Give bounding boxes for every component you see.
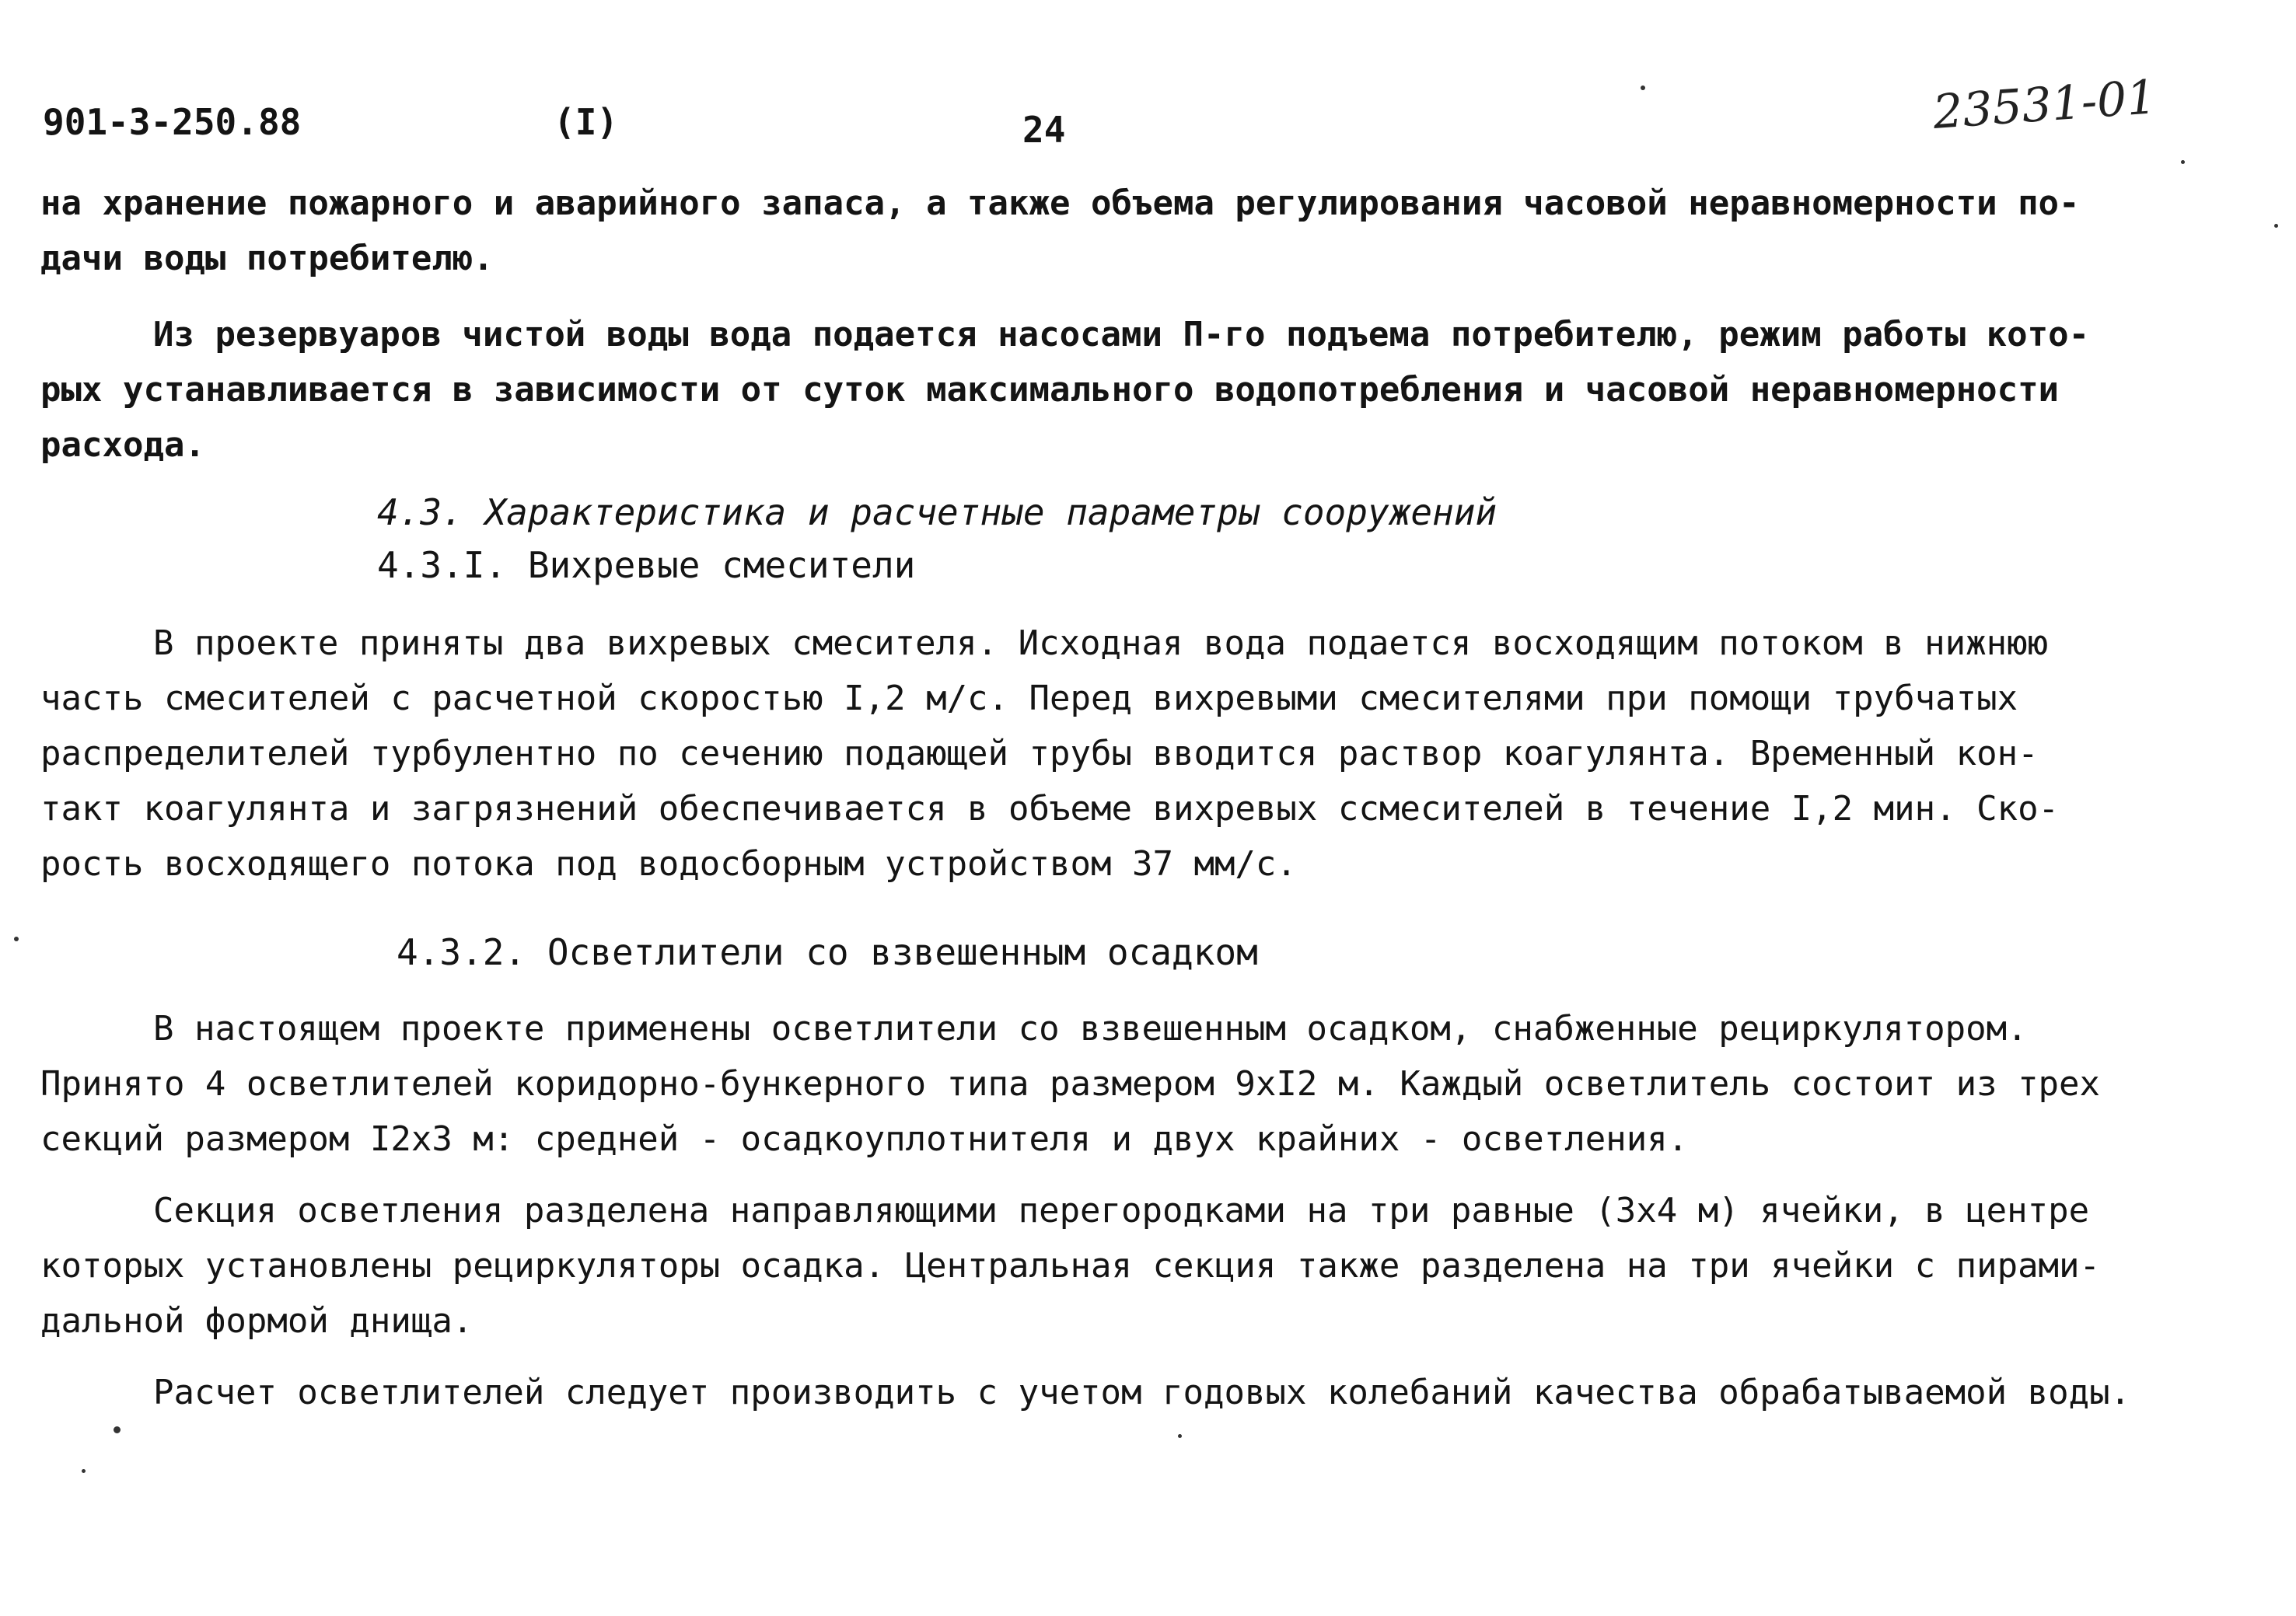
- paragraph-4: [40, 1001, 2249, 1167]
- scan-speck: [2181, 160, 2185, 164]
- text-line: которых установлены рециркуляторы осадка. Центральная секция также разделена на три ячейки с пирами-: [40, 1246, 2101, 1286]
- sheet-mark: (I): [554, 101, 619, 143]
- paragraph-5: [40, 1183, 2249, 1349]
- text-line: секций размером I2х3 м: средней - осадкоуплотнителя и двух крайних - осветления.: [40, 1119, 1689, 1159]
- text-line: Расчет осветлителей следует производить с учетом годовых колебаний качества обрабатываемой воды.: [153, 1373, 2131, 1412]
- text-line: часть смесителей с расчетной скоростью I,2 м/с. Перед вихревыми смесителями при помощи трубчатых: [40, 679, 2018, 718]
- paragraph-3: [40, 616, 2249, 892]
- text-line: Секция осветления разделена направляющими перегородками на три равные (3х4 м) ячейки, в центре: [153, 1191, 2090, 1230]
- page-number: 24: [1022, 109, 1066, 151]
- text-line: такт коагулянта и загрязнений обеспечивается в объеме вихревых ссмесителей в течение I,2 мин. Ско-: [40, 789, 2060, 829]
- text-line: дачи воды потребителю.: [40, 239, 494, 278]
- text-line: рость восходящего потока под водосборным устройством 37 мм/с.: [40, 844, 1297, 884]
- scan-speck: [82, 1469, 86, 1473]
- text-line: рых устанавливается в зависимости от суток максимального водопотребления и часовой неравномерности: [40, 370, 2060, 410]
- text-line: В настоящем проекте применены осветлители со взвешенным осадком, снабженные рециркулятором.: [153, 1009, 2028, 1049]
- section-heading-4-3-2: 4.3.2. Осветлители со взвешенным осадком: [397, 931, 1258, 973]
- scan-speck: [114, 1426, 121, 1433]
- paragraph-1: [40, 176, 2249, 286]
- section-heading-4-3: 4.3. Характеристика и расчетные параметры сооружений: [377, 491, 1497, 533]
- paragraph-6: [40, 1365, 2249, 1420]
- paragraph-2: [40, 307, 2249, 473]
- scan-speck: [14, 937, 19, 941]
- inventory-number-handwritten: 23531-01: [1931, 70, 2158, 140]
- document-code: 901-3-250.88: [43, 101, 302, 143]
- text-line: расхода.: [40, 425, 205, 465]
- text-line: Из резервуаров чистой воды вода подается насосами П-го подъема потребителю, режим работы кото-: [153, 315, 2090, 354]
- scan-speck: [2274, 224, 2278, 228]
- scan-speck: [1178, 1434, 1182, 1438]
- text-line: Принято 4 осветлителей коридорно-бункерного типа размером 9хI2 м. Каждый осветлитель состоит из трех: [40, 1064, 2101, 1104]
- text-line: В проекте приняты два вихревых смесителя. Исходная вода подается восходящим потоком в нижнюю: [153, 623, 2049, 663]
- text-line: на хранение пожарного и аварийного запаса, а также объема регулирования часовой неравномерности по-: [40, 183, 2080, 223]
- text-line: дальной формой днища.: [40, 1301, 474, 1341]
- text-line: распределителей турбулентно по сечению подающей трубы вводится раствор коагулянта. Временный кон-: [40, 734, 2039, 773]
- section-heading-4-3-1: 4.3.I. Вихревые смесители: [377, 544, 916, 586]
- scan-speck: [1641, 86, 1645, 90]
